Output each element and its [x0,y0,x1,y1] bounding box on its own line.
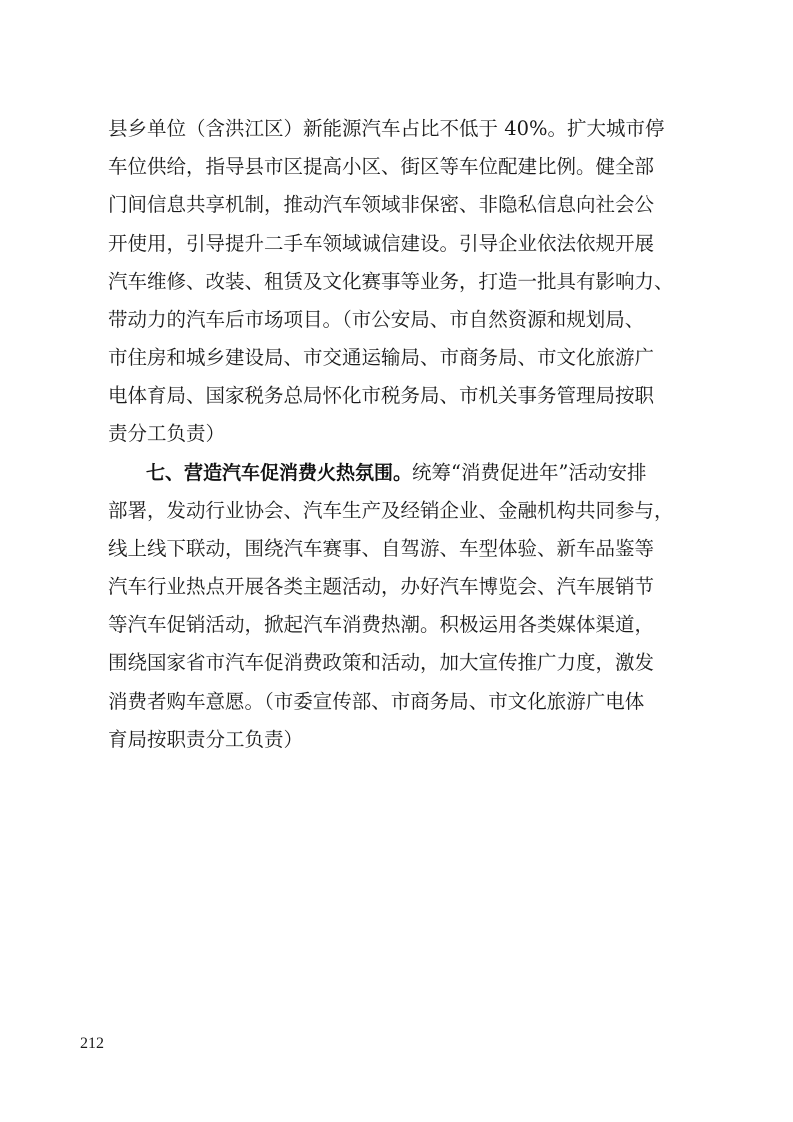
section-heading-line [146,458,694,488]
paragraph-line: 电体育局、国家税务总局怀化市税务局、市机关事务管理局按职 [108,384,655,407]
paragraph-line: 消费者购车意愿。（市委宣传部、市商务局、市文化旅游广电体 [108,690,645,713]
paragraph-line: 围绕国家省市汽车促消费政策和活动，加大宣传推广力度，激发 [108,651,655,674]
paragraph-line: 育局按职责分工负责） [108,728,304,751]
paragraph-line: 部署，发动行业协会、汽车生产及经销企业、金融机构共同参与， [108,499,674,522]
paragraph-line: 县乡单位（含洪江区）新能源汽车占比不低于 40%。扩大城市停 [108,117,665,140]
paragraph-line: 开使用，引导提升二手车领域诚信建设。引导企业依法依规开展 [108,232,655,255]
paragraph-line: 汽车维修、改装、租赁及文化赛事等业务，打造一批具有影响力、 [108,270,674,293]
paragraph-line: 责分工负责） [108,422,226,445]
paragraph-line: 等汽车促销活动，掀起汽车消费热潮。积极运用各类媒体渠道， [108,613,655,636]
paragraph-line: 市住房和城乡建设局、市交通运输局、市商务局、市文化旅游广 [108,346,655,369]
section-heading: 七、营造汽车促消费火热氛围。 [146,462,413,484]
paragraph-line: 汽车行业热点开展各类主题活动，办好汽车博览会、汽车展销节 [108,575,655,598]
page-number: 212 [80,1035,104,1052]
section-heading-rest: 统筹“消费促进年”活动安排 [412,461,647,484]
paragraph-line: 线上线下联动，围绕汽车赛事、自驾游、车型体验、新车品鉴等 [108,537,655,560]
paragraph-line: 车位供给，指导县市区提高小区、街区等车位配建比例。健全部 [108,155,655,178]
paragraph-line: 门间信息共享机制，推动汽车领域非保密、非隐私信息向社会公 [108,193,655,216]
paragraph-line: 带动力的汽车后市场项目。（市公安局、市自然资源和规划局、 [108,308,645,331]
